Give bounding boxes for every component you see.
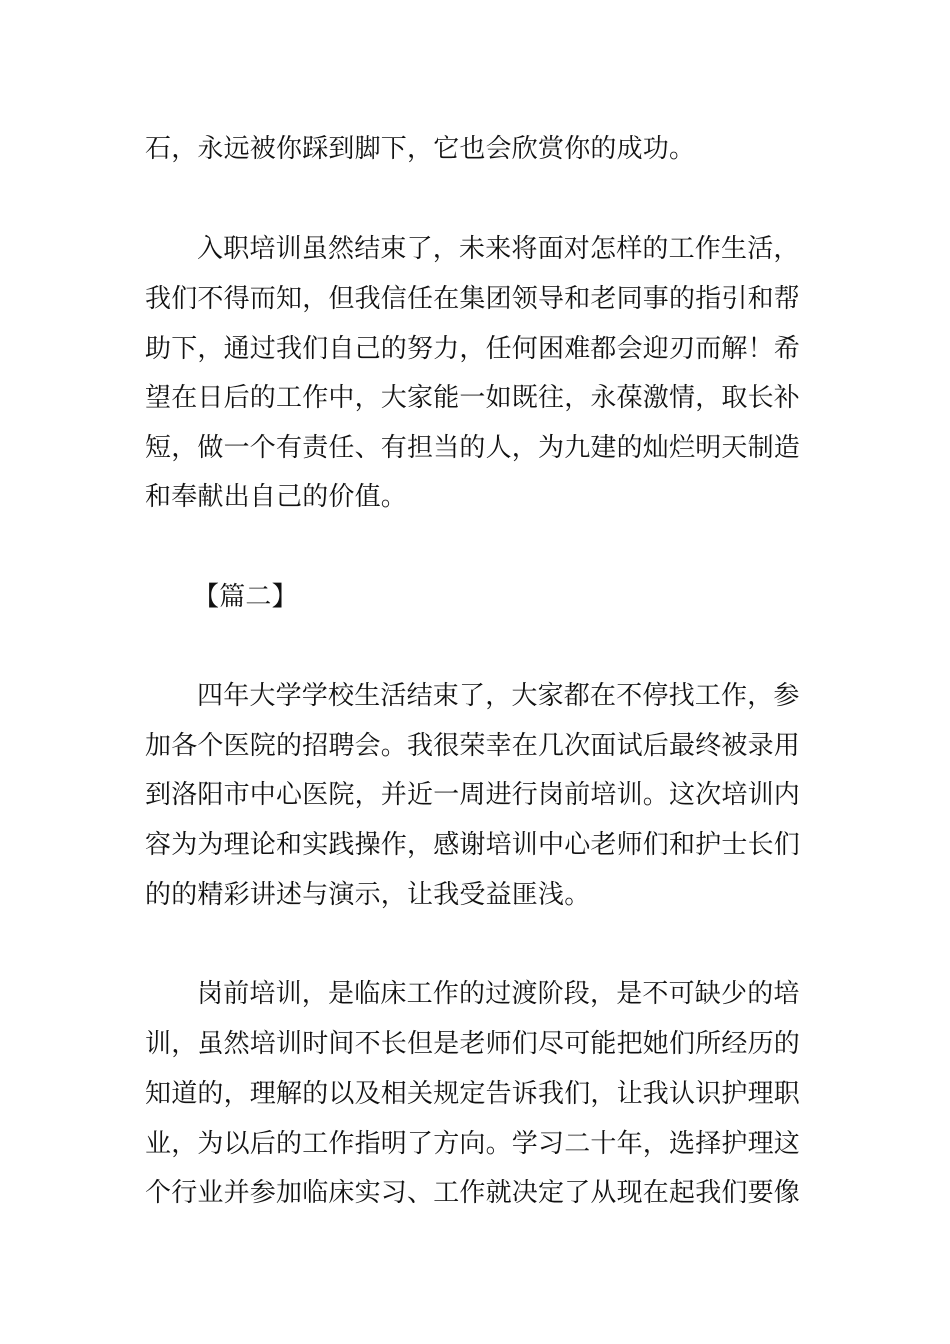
paragraph-line: 加各个医院的招聘会。我很荣幸在几次面试后最终被录用 [145, 731, 801, 761]
paragraph-line: 的的精彩讲述与演示，让我受益匪浅。 [145, 880, 591, 910]
paragraph-line: 助下，通过我们自己的努力，任何困难都会迎刃而解！希 [145, 334, 801, 364]
paragraph-line: 岗前培训，是临床工作的过渡阶段，是不可缺少的培 [197, 979, 800, 1009]
paragraph-line: 知道的，理解的以及相关规定告诉我们，让我认识护理职 [145, 1079, 801, 1109]
paragraph-line: 训，虽然培训时间不长但是老师们尽可能把她们所经历的 [145, 1029, 801, 1059]
paragraph-line: 容为为理论和实践操作，感谢培训中心老师们和护士长们 [145, 830, 801, 860]
paragraph-line: 和奉献出自己的价值。 [145, 482, 408, 512]
paragraph-line: 业，为以后的工作指明了方向。学习二十年，选择护理这 [145, 1129, 801, 1159]
paragraph-line: 入职培训虽然结束了，未来将面对怎样的工作生活， [197, 234, 800, 264]
paragraph-line: 望在日后的工作中，大家能一如既往，永葆激情，取长补 [145, 383, 801, 413]
paragraph-line: 个行业并参加临床实习、工作就决定了从现在起我们要像 [145, 1178, 801, 1208]
section-heading: 【篇二】 [193, 582, 298, 612]
paragraph-line: 到洛阳市中心医院，并近一周进行岗前培训。这次培训内 [145, 780, 801, 810]
paragraph-line: 我们不得而知，但我信任在集团领导和老同事的指引和帮 [145, 284, 801, 314]
paragraph-line: 四年大学学校生活结束了，大家都在不停找工作，参 [197, 681, 800, 711]
paragraph-line: 短，做一个有责任、有担当的人，为九建的灿烂明天制造 [145, 433, 801, 463]
paragraph-line: 石，永远被你踩到脚下，它也会欣赏你的成功。 [145, 134, 696, 164]
